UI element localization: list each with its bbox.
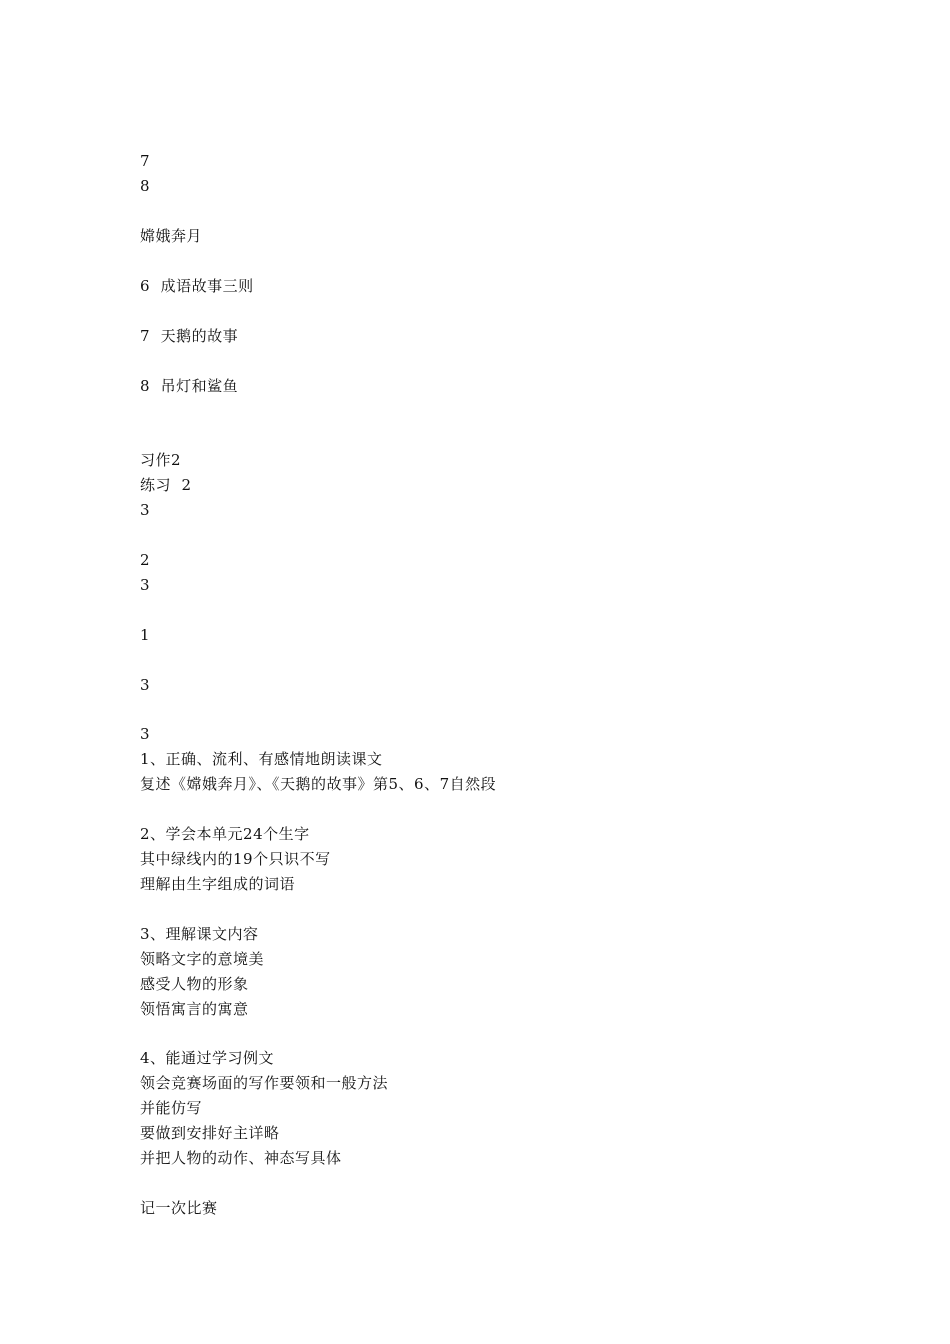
objective-heading: 4、能通过学习例文	[140, 1049, 275, 1067]
lesson-title: 6 成语故事三则	[140, 277, 254, 295]
text-line: 领悟寓言的寓意	[140, 1000, 249, 1018]
text-line: 7	[140, 152, 151, 170]
text-line: 习作2	[140, 451, 182, 469]
text-line: 领略文字的意境美	[140, 950, 265, 968]
lesson-title: 7 天鹅的故事	[140, 327, 239, 345]
text-line: 并能仿写	[140, 1099, 203, 1117]
text-line: 8	[140, 177, 151, 195]
text-line: 2	[140, 551, 151, 569]
text-line: 3	[140, 725, 151, 743]
text-line: 感受人物的形象	[140, 975, 249, 993]
text-line: 领会竞赛场面的写作要领和一般方法	[140, 1074, 389, 1092]
lesson-title: 8 吊灯和鲨鱼	[140, 377, 239, 395]
objective-heading: 2、学会本单元24个生字	[140, 825, 310, 843]
objective-heading: 3、理解课文内容	[140, 925, 259, 943]
text-line: 理解由生字组成的词语	[140, 875, 296, 893]
text-line: 记一次比赛	[140, 1199, 218, 1217]
text-line: 3	[140, 576, 151, 594]
text-line: 3	[140, 676, 151, 694]
objective-heading: 1、正确、流利、有感情地朗读课文	[140, 750, 383, 768]
text-line: 其中绿线内的19个只识不写	[140, 850, 331, 868]
text-line: 1	[140, 626, 151, 644]
text-line: 复述《嫦娥奔月》、《天鹅的故事》第5、6、7自然段	[140, 775, 497, 793]
lesson-title: 嫦娥奔月	[140, 227, 203, 245]
text-line: 3	[140, 501, 151, 519]
text-line: 练习 2	[140, 476, 192, 494]
text-line: 要做到安排好主详略	[140, 1124, 280, 1142]
text-line: 并把人物的动作、神态写具体	[140, 1149, 342, 1167]
